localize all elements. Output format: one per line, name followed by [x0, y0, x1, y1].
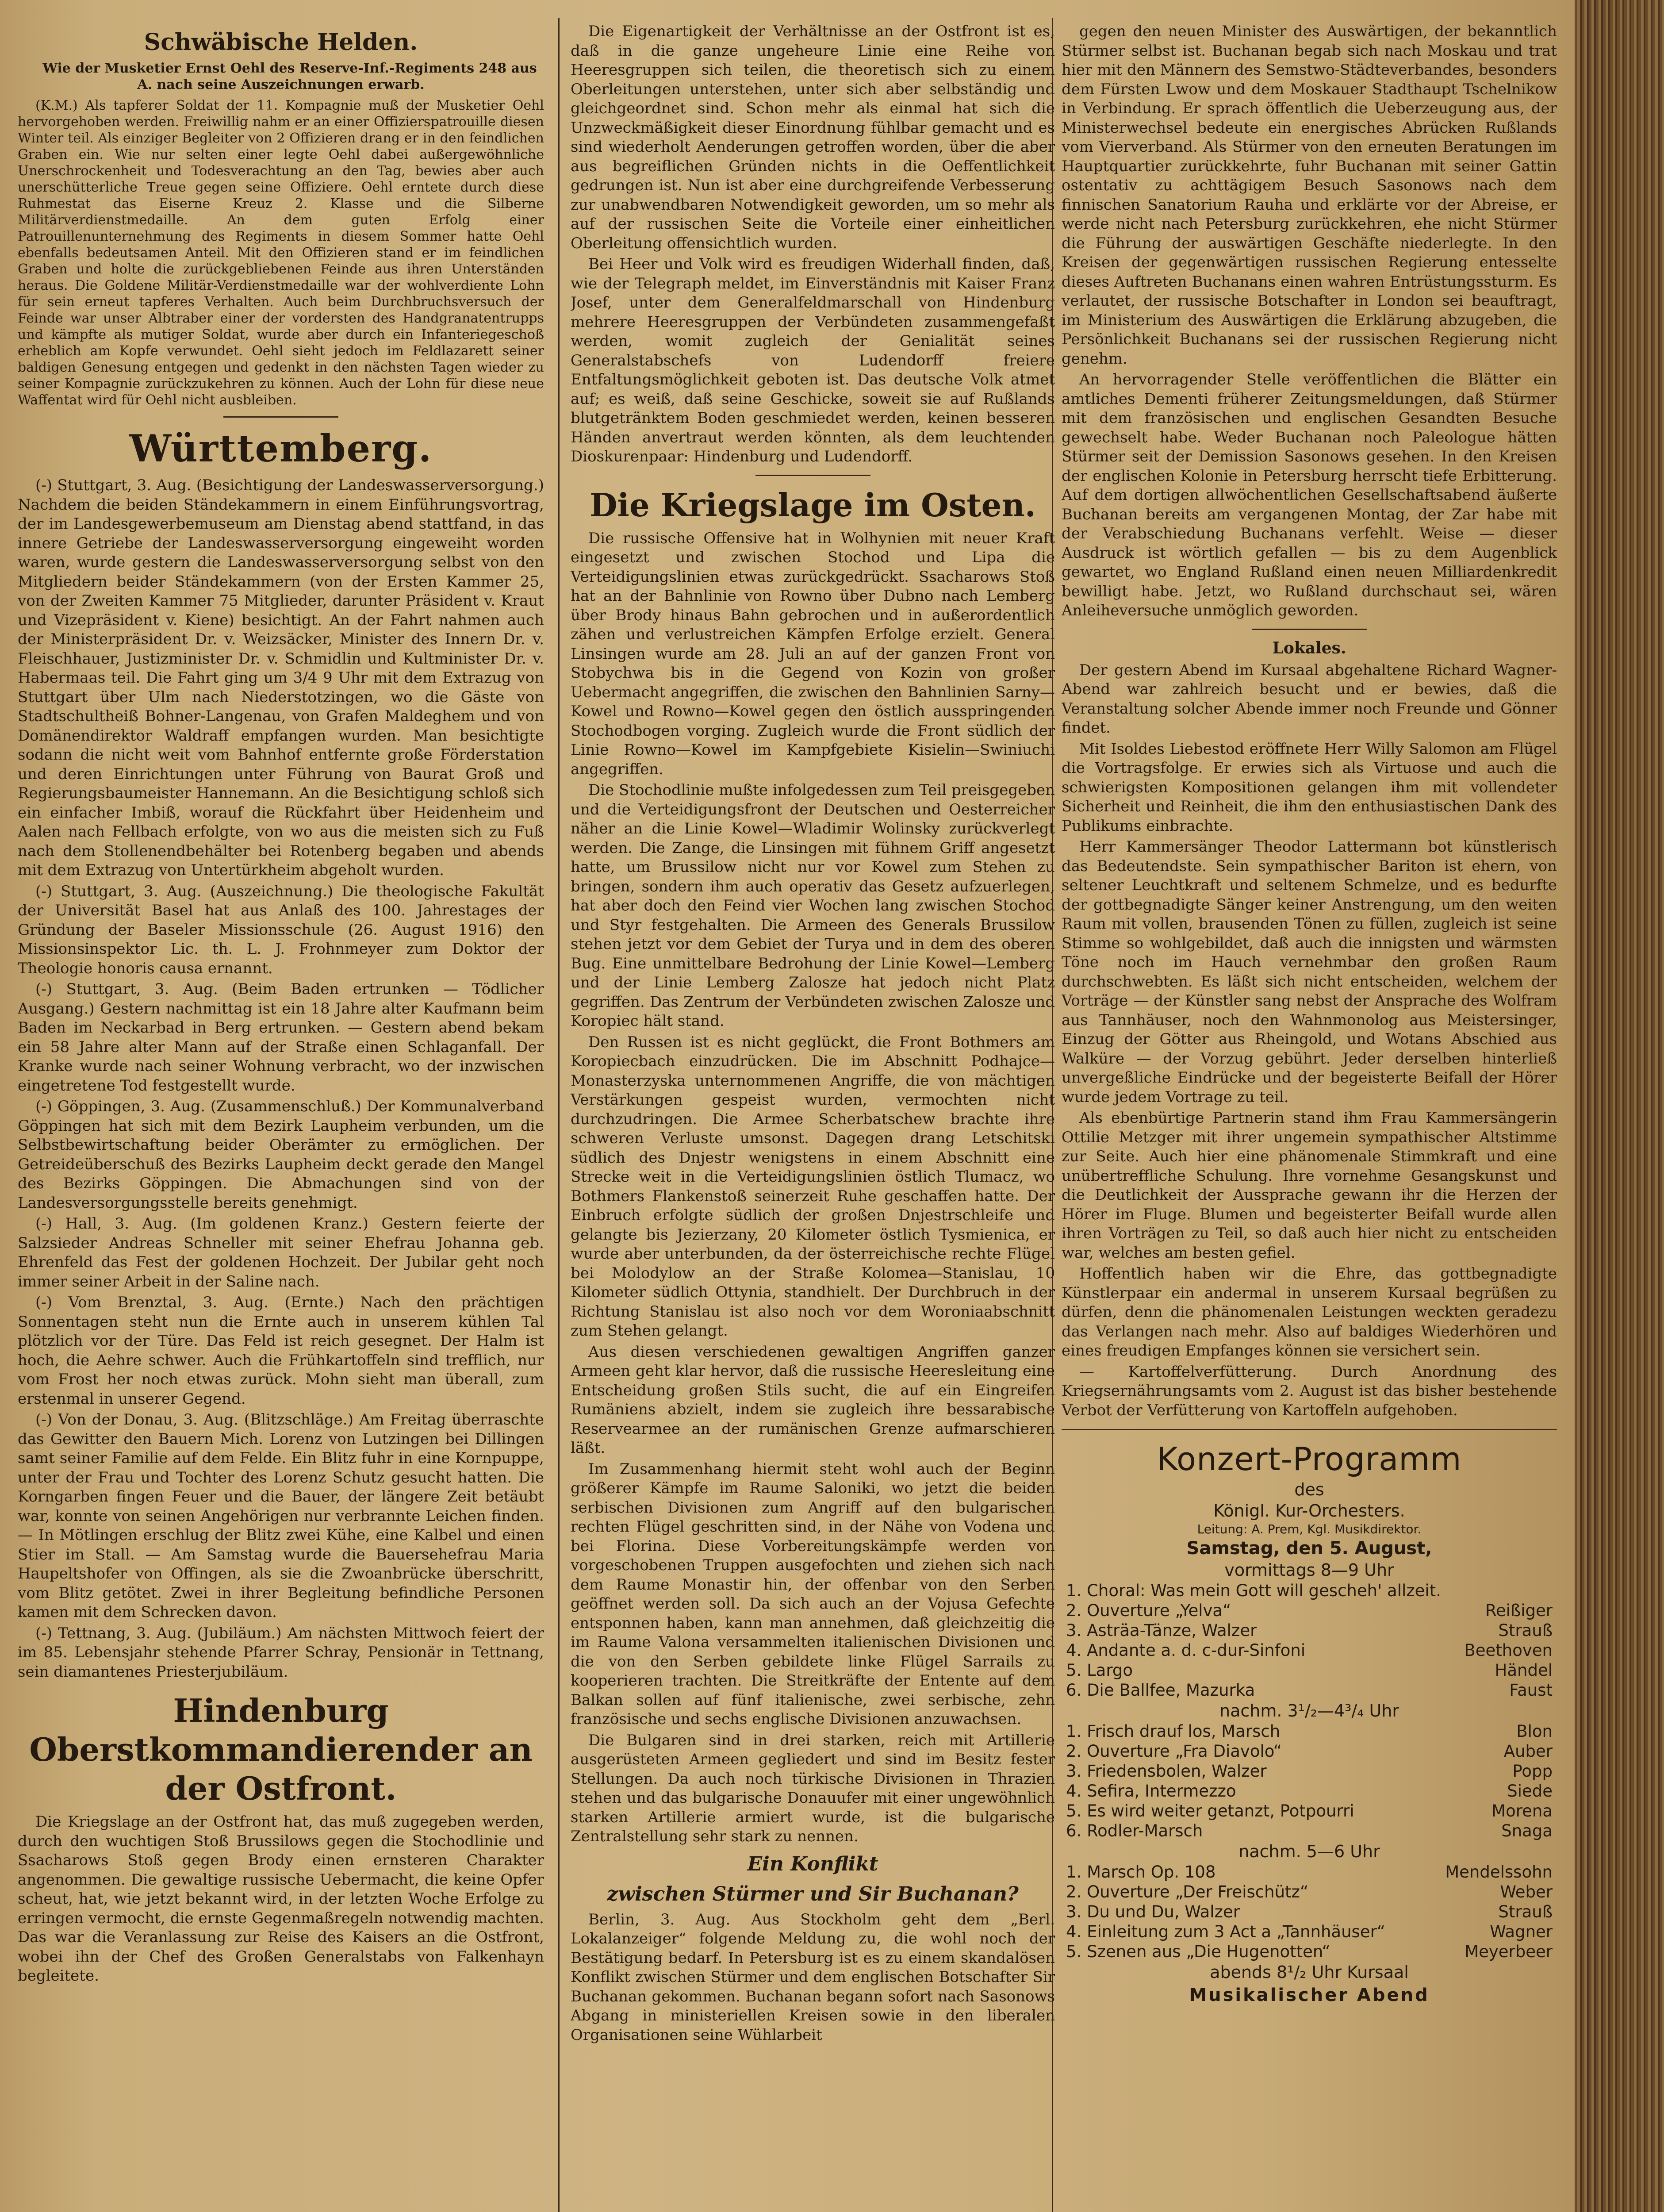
concert-time: nachm. 3¹/₂—4³/₄ Uhr [1219, 1701, 1399, 1720]
concert-title: Konzert-Programm [1157, 1440, 1462, 1478]
program-item [1066, 1922, 1553, 1942]
article-paragraph: Mit Isoldes Liebestod eröffnete Herr Willy Salomon am Flügel die Vortragsfolge. Er erwies sich als Virtuose und auch die schwierigsten Kompositionen gelangen ihm mit vollendeter Sicherheit und Reinheit, die ihm den enthusiastischen Dank des Publikums einbrachte. [1062, 740, 1557, 835]
divider [1252, 629, 1367, 630]
program-item-composer: Blon [1516, 1722, 1553, 1741]
program-list [1062, 1862, 1557, 1962]
article-paragraph: (-) Göppingen, 3. Aug. (Zusammenschluß.) Der Kommunalverband Göppingen hat sich mit dem Bezirk Laupheim verbunden, um die Selbstbewirtschaftung beider Oberämter zu ermöglichen. Der Getreideüberschuß des Bezirks Laupheim deckt gerade den Mangel des Bezirks Göppingen. Die Abmachungen sind von der Landesversorgungsstelle bereits genehmigt. [18, 1098, 544, 1212]
program-item-title: 1. Marsch Op. 108 [1066, 1863, 1216, 1882]
article-subheading: zwischen Stürmer und Sir Buchanan? [607, 1882, 1019, 1905]
program-item [1066, 1821, 1553, 1841]
program-item-composer: Snaga [1501, 1821, 1553, 1840]
article-paragraph: gegen den neuen Minister des Auswärtigen, der bekanntlich Stürmer selbst ist. Buchanan begab sich nach Moskau und trat hier mit den Männern des Semstwo-Städteverbandes, besonders dem Fürsten Lwow und dem Moskauer Stadthaupt Tschelnikow in Verbindung. Er sprach öffentlich die Ueberzeugung aus, der Ministerwechsel bedeute ein energisches Abrücken Rußlands vom Vierverband. Als Stürmer von den erneuten Beratungen im Hauptquartier zurückkehrte, fuhr Buchanan mit seiner Gattin ostentativ zu achttägigem Besuch Sasonows nach dem finnischen Sanatorium Rauha und erklärte vor der Abreise, er werde nicht nach Petersburg zurückkehren, ehe nicht Stürmer die Führung der auswärtigen Geschäfte niederlegte. In den Kreisen der gegenwärtigen russischen Regierung entesselte dieses Auftreten Buchanans einen wahren Entrüstungssturm. Es verlautet, der russische Botschafter in London sei beauftragt, im Ministerium des Auswärtigen die Erklärung abzugeben, die Persönlichkeit Buchanans sei der russischen Regierung nicht genehm. [1062, 23, 1557, 368]
article-paragraph: Der gestern Abend im Kursaal abgehaltene Richard Wagner-Abend war zahlreich besucht und er bewies, daß die Veranstaltung solcher Abende immer noch Freunde und Gönner findet. [1062, 661, 1557, 737]
program-item-composer: Faust [1509, 1681, 1553, 1700]
program-item-title: 4. Sefira, Intermezzo [1066, 1782, 1236, 1801]
program-item-title: 3. Du und Du, Walzer [1066, 1902, 1240, 1921]
program-item [1066, 1721, 1553, 1741]
program-item [1066, 1882, 1553, 1902]
program-item [1066, 1621, 1553, 1640]
article-paragraph: Aus diesen verschiedenen gewaltigen Angriffen ganzer Armeen geht klar hervor, daß die russische Heeresleitung eine Entscheidung großen Stils sucht, die auf ein Eingreifen Rumäniens abzielt, indem sie zugleich ihre bessarabische Reservearmee an der rumänischen Grenze aufmarschieren läßt. [571, 1343, 1055, 1457]
article-paragraph: Hoffentlich haben wir die Ehre, das gottbegnadigte Künstlerpaar ein andermal in unserem Kursaal begrüßen zu dürfen, denn die phänomenalen Leistungen weckten geradezu das Verlangen nach mehr. Also auf baldiges Wiederhören und eines freudigen Empfanges können sie versichert sein. [1062, 1265, 1557, 1359]
program-item [1066, 1942, 1553, 1962]
program-item [1066, 1801, 1553, 1821]
column-rule [558, 18, 560, 2212]
program-item-composer: Siede [1507, 1782, 1553, 1801]
program-item-composer: Strauß [1498, 1902, 1553, 1921]
program-item-composer: Beethoven [1464, 1641, 1553, 1660]
article-paragraph: (-) Stuttgart, 3. Aug. (Besichtigung der Landeswasserversorgung.) Nachdem die beiden Ständekammern in einem Einführungsvortrag, der im Landesgewerbemuseum am Dienstag abend stattfand, in das innere Getriebe der Landeswasserversorgung eingeweiht worden waren, wurde gestern die Landeswasserversorgung selbst von den Mitgliedern beider Ständekammern (von der Ersten Kammer 25, von der Zweiten Kammer 75 Mitglieder, darunter Präsident v. Kraut und Vizepräsident v. Kiene) besichtigt. An der Fahrt nahmen auch der Ministerpräsident Dr. v. Weizsäcker, Minister des Innern Dr. v. Fleischhauer, Justizminister Dr. v. Schmidlin und Kultminister Dr. v. Habermaas teil. Die Fahrt ging um 3/4 9 Uhr mit dem Extrazug von Stuttgart über Ulm nach Niederstotzingen, wo die Gäste von Stadtschultheiß Bohner-Langenau, von Grafen Maldeghem und von Domänendirektor Waldraff empfangen wurden. Man besichtigte sodann die nicht weit vom Bahnhof entfernte große Förderstation und deren Einrichtungen unter Führung von Baurat Groß und Regierungsbaumeister Hannemann. An die Besichtigung schloß sich ein einfacher Imbiß, worauf die Rückfahrt über Heidenheim und Aalen nach Fellbach erfolgte, von wo aus die meisten sich zu Fuß nach dem Stollenendbehälter bei Rotenberg begaben und abends mit dem Extrazug von Untertürkheim abgeholt wurden. [18, 476, 544, 879]
program-item-title: 1. Frisch drauf los, Marsch [1066, 1722, 1281, 1741]
article-heading: Schwäbische Helden. [144, 29, 418, 56]
article-paragraph: Im Zusammenhang hiermit steht wohl auch der Beginn größerer Kämpfe im Raume Saloniki, wo jetzt die beiden serbischen Divisionen zum Angriff auf den bulgarischen rechten Flügel geschritten sind, in der Nähe von Vodena und bei Florina. Diese Vorbereitungskämpfe werden von vorgeschobenen Truppen ausgefochten und ziehen sich nach dem Raume Monastir hin, der offenbar von den Serben geöffnet werden soll. Da sich auch an der Vojusa Gefechte entsponnen haben, kann man annehmen, daß gleichzeitig die im Raume Valona versammelten italienischen Divisionen und die von den Serben gebildete linke Flügel Sarrails zu kooperieren trachten. Die Streitkräfte der Entente auf dem Balkan sollen auf fünf italienische, zwei serbische, zehn französische und sechs englische Divisionen anzuwachsen. [571, 1460, 1055, 1728]
column-1 [18, 22, 544, 2212]
article-subheading: Wie der Musketier Ernst Oehl des Reserve-Inf.-Regiments 248 aus A. nach seine Auszeichnungen erwarb. [42, 61, 537, 92]
program-item-title: 5. Largo [1066, 1661, 1133, 1680]
program-item-title: 5. Es wird weiter getanzt, Potpourri [1066, 1801, 1354, 1820]
program-item-composer: Reißiger [1485, 1601, 1553, 1620]
article-paragraph: Die Kriegslage an der Ostfront hat, das muß zugegeben werden, durch den wuchtigen Stoß Brussilows gegen die Stochodlinie und Ssacharows Stoß gegen Brody einen ernsteren Charakter angenommen. Die gewaltige russische Uebermacht, die keine Opfer scheut, hat, wie jetzt bekannt wird, in der letzten Woche Erfolge zu erringen vermocht, die ernste Gegenmaßregeln notwendig machten. Das war die Veranlassung zur Reise des Kaisers an die Ostfront, wobei ihn der Chef des Großen Generalstabs von Falkenhayn begleitete. [18, 1813, 544, 1985]
program-item-composer: Meyerbeer [1465, 1942, 1553, 1961]
program-item [1066, 1660, 1553, 1680]
program-item-composer: Händel [1495, 1661, 1553, 1680]
program-item-title: 4. Einleitung zum 3 Act a „Tannhäuser“ [1066, 1922, 1385, 1941]
program-item-composer: Weber [1500, 1882, 1553, 1901]
article-paragraph: — Kartoffelverfütterung. Durch Anordnung des Kriegsernährungsamts vom 2. August ist das bisher bestehende Verbot der Verfütterung von Kartoffeln aufgehoben. [1062, 1363, 1557, 1419]
concert-des: des [1294, 1480, 1324, 1499]
divider [1062, 1429, 1557, 1430]
program-item-title: 5. Szenen aus „Die Hugenotten“ [1066, 1942, 1330, 1961]
concert-closing: Musikalischer Abend [1189, 1985, 1430, 2005]
article-paragraph: Als ebenbürtige Partnerin stand ihm Frau Kammersängerin Ottilie Metzger mit ihrer ungemein sympathischer Altstimme zur Seite. Auch hier eine phänomenale Stimmkraft und eine unübertreffliche Schulung. Ihre vornehme Gesangskunst und die Deutlichkeit der Aussprache gewann ihr die Herzen der Hörer im Fluge. Blumen und begeisterter Beifall wurde allen ihren Vorträgen zu Teil, so daß auch hier nicht zu entscheiden war, welches am besten gefiel. [1062, 1109, 1557, 1262]
article-heading: Hindenburg Oberstkommandierender an der Ostfront. [29, 1692, 533, 1807]
program-item [1066, 1640, 1553, 1660]
article-paragraph: (-) Von der Donau, 3. Aug. (Blitzschläge.) Am Freitag überraschte das Gewitter den Bauern Mich. Lorenz von Lutzingen bei Dillingen samt seiner Familie auf dem Felde. Ein Blitz fuhr in eine Kornpuppe, unter der Frau und Tochter des Lorenz Schutz gesucht hatten. Die Korngarben fingen Feuer und die Bauer, der längere Zeit betäubt war, konnte von seinen Angehörigen nur verbrannte Leichen finden. — In Mötlingen erschlug der Blitz zwei Kühe, eine Kalbel und einen Stier im Stall. — Am Samstag wurde die Bauersehefrau Maria Haupeltshofer von Offingen, als sie die Zwoanbrücke überschritt, vom Blitz getötet. Zwei in ihrer Begleitung befindliche Personen kamen mit dem Schrecken davon. [18, 1411, 544, 1621]
article-paragraph: (-) Tettnang, 3. Aug. (Jubiläum.) Am nächsten Mittwoch feiert der im 85. Lebensjahr stehende Pfarrer Schray, Pensionär in Tettnang, sein diamantenes Priesterjubiläum. [18, 1624, 544, 1681]
program-item [1066, 1761, 1553, 1781]
program-item-title: 4. Andante a. d. c-dur-Sinfoni [1066, 1641, 1306, 1660]
program-item-title: 6. Die Ballfee, Mazurka [1066, 1681, 1255, 1700]
divider [755, 475, 870, 476]
article-heading: Ein Konflikt [747, 1852, 878, 1875]
article-paragraph: An hervorragender Stelle veröffentlichen die Blätter ein amtliches Dementi früherer Zeitungsmeldungen, daß Stürmer mit dem französischen und englischen Gesandten Besuche gewechselt habe. Weder Buchanan noch Paleologue hätten Stürmer seit der Demission Sasonows gesehen. In den Kreisen der englischen Kolonie in Petersburg herrscht tiefe Erbitterung. Auf dem dortigen allwöchentlichen Gesellschaftsabend äußerte Buchanan bereits am vergangenen Montag, der Zar habe mit der Verabschiedung Buchanans verfehlt. Weise — dieser Ausdruck ist wörtlich gefallen — bis zu dem Augenblick gewartet, wo England Rußland einen neuen Milliardenkredit bewilligt habe. Jetzt, wo Rußland durchschaut sei, wären Anleiheversuche unmöglich geworden. [1062, 371, 1557, 619]
section-heading: Württemberg. [129, 426, 433, 470]
program-item-title: 1. Choral: Was mein Gott will gescheh' allzeit. [1066, 1581, 1441, 1600]
program-list [1062, 1721, 1557, 1841]
article-paragraph: (K.M.) Als tapferer Soldat der 11. Kompagnie muß der Musketier Oehl hervorgehoben werden. Freiwillig nahm er an einer Offizierspatrouille diesen Winter teil. Als einziger Begleiter von 2 Offizieren drang er in den feindlichen Graben ein. Wie nur selten einer legte Oehl dabei außergewöhnliche Unerschrockenheit und Todesverachtung an den Tag, bewies aber auch unerschütterliche Treue gegen seine Offiziere. Oehl erntete durch diese Ruhmestat das Eiserne Kreuz 2. Klasse und die Silberne Militärverdienstmedaille. An dem guten Erfolg einer Patrouillenunternehmung des Regiments in diesem Sommer hatte Oehl ebenfalls bedeutsamen Anteil. Mit den Offizieren stand er im feindlichen Graben und holte die zurückgebliebenen Feinde aus ihren Unterständen heraus. Die Goldene Militär-Verdienstmedaille war der wohlverdiente Lohn für sein erneut tapferes Verhalten. Auch beim Durchbruchsversuch der Feinde war unser Albtraber einer der vordersten des Handgranatentrupps und kämpfte als mutiger Soldat, wurde aber durch ein Infanteriegeschoß erheblich am Kopfe verwundet. Oehl sieht jedoch im Feldlazarett seiner baldigen Genesung entgegen und gedenkt in den nächsten Tagen wieder zu seiner Kompagnie zurückzukehren zu können. Auch der Lohn für diese neue Waffentat wird für Oehl nicht ausbleiben. [18, 98, 544, 408]
program-item-title: 2. Ouverture „Der Freischütz“ [1066, 1882, 1309, 1901]
program-item-composer: Mendelssohn [1445, 1863, 1553, 1882]
section-heading: Lokales. [1272, 638, 1346, 657]
program-item-title: 2. Ouverture „Yelva“ [1066, 1601, 1231, 1620]
program-item [1066, 1680, 1553, 1700]
article-paragraph: Berlin, 3. Aug. Aus Stockholm geht dem „Berl. Lokalanzeiger“ folgende Meldung zu, die wohl noch der Bestätigung bedarf. In Petersburg ist es zu einem skandalösen Konflikt zwischen Stürmer und dem englischen Botschafter Sir Buchanan gekommen. Buchanan begann sofort nach Sasonows Abgang in ministeriellen Kreisen sowie in den liberalen Organisationen seine Wühlarbeit [571, 1910, 1055, 2044]
program-item [1066, 1862, 1553, 1882]
concert-time: vormittags 8—9 Uhr [1224, 1560, 1394, 1580]
article-paragraph: Die Stochodlinie mußte infolgedessen zum Teil preisgegeben und die Verteidigungsfront der Deutschen und Oesterreicher näher an die Linie Kowel—Wladimir Wolinsky zurückverlegt werden. Die Zange, die Linsingen mit fühnem Griff angesetzt hatte, um Brussilow nicht nur vor Kowel zum Stehen zu bringen, sondern ihm auch operativ das Gesetz aufzuerlegen, hat aber doch den Feind vier Wochen lang zwischen Stochod und Styr festgehalten. Die Armeen des Generals Brussilow stehen jetzt vor dem Gebiet der Turya und in dem des oberen Bug. Eine unmittelbare Bedrohung der Linie Kowel—Lemberg und der Linie Lemberg Zalosze hat jedoch nicht Platz gegriffen. Das Zentrum der Verbündeten zwischen Zalosze und Koropiec hält stand. [571, 781, 1055, 1030]
program-item [1066, 1601, 1553, 1621]
article-paragraph: Den Russen ist es nicht geglückt, die Front Bothmers am Koropiecbach einzudrücken. Die im Abschnitt Podhajce—Monasterzyska unternommenen Angriffe, die von mächtigen Verstärkungen gespeist wurden, vermochten nicht durchzudringen. Die Armee Scherbatschew brachte ihre schweren Verluste umsonst. Dagegen drang Letschitski südlich des Dnjestr wenigstens in einem Abschnitt eine Strecke weit in die Verteidigungslinien östlich Tlumacz, wo Bothmers Flankenstoß seinerzeit Ruhe geschaffen hatte. Der Einbruch erfolgte südlich der großen Dnjestrschleife und gelangte bis Jezierzany, 20 Kilometer östlich Tysmienica, er wurde aber unterbunden, da der österreichische rechte Flügel bei Molodylow an der Straße Kolomea—Stanislau, 10 Kilometer südlich Ottynia, standhielt. Der Durchbruch in der Richtung Stanislau ist also noch vor dem Woroniaabschnitt zum Stehen gelangt. [571, 1033, 1055, 1340]
article-paragraph: (-) Stuttgart, 3. Aug. (Auszeichnung.) Die theologische Fakultät der Universität Basel hat aus Anlaß des 100. Jahrestages der Gründung der Baseler Missionsschule (26. August 1916) den Missionsinspektor Lic. th. L. J. Frohnmeyer zum Doktor der Theologie honoris causa ernannt. [18, 882, 544, 977]
article-paragraph: (-) Hall, 3. Aug. (Im goldenen Kranz.) Gestern feierte der Salzsieder Andreas Schneller mit seiner Ehefrau Johanna geb. Ehrenfeld das Fest der goldenen Hochzeit. Der Jubilar geht noch immer seiner Arbeit in der Saline nach. [18, 1215, 544, 1290]
divider [223, 416, 338, 418]
program-item-composer: Popp [1512, 1762, 1553, 1781]
concert-program [1062, 1439, 1557, 2008]
program-item [1066, 1581, 1553, 1601]
column-3 [1062, 22, 1557, 2212]
program-item-composer: Wagner [1490, 1922, 1553, 1941]
concert-time: nachm. 5—6 Uhr [1238, 1842, 1380, 1861]
program-item-title: 6. Rodler-Marsch [1066, 1821, 1203, 1840]
article-paragraph: Die Eigenartigkeit der Verhältnisse an der Ostfront ist es, daß in die ganze ungeheure Linie eine Reihe von Heeresgruppen sich teilen, die theoretisch sich zu einem Oberleitungen unterstehen, unter sich aber selbständig und gleichgeordnet sind. Schon mehr als einmal hat sich die Unzweckmäßigkeit dieser Einordnung fühlbar gemacht und es sind wiederholt Aenderungen getroffen worden, über die aber aus begreiflichen Gründen nichts in die Oeffentlichkeit gedrungen ist. Nun ist aber eine durchgreifende Verbesserung zur unabwendbaren Notwendigkeit geworden, um so mehr als auf der russischen Seite die Vorteile einer einheitlichen Oberleitung offensichtlich wurden. [571, 23, 1055, 252]
article-heading: Die Kriegslage im Osten. [590, 486, 1036, 524]
concert-date: Samstag, den 5. August, [1186, 1538, 1432, 1559]
article-paragraph: (-) Stuttgart, 3. Aug. (Beim Baden ertrunken — Tödlicher Ausgang.) Gestern nachmittag ist ein 18 Jahre alter Kaufmann beim Baden im Neckarbad in Berg ertrunken. — Gestern abend bekam ein 58 Jahre alter Mann auf der Straße einen Schlaganfall. Der Kranke wurde nach seiner Wohnung verbracht, wo der inzwischen eingetretene Tod festgestellt wurde. [18, 980, 544, 1094]
concert-orchestra: Königl. Kur-Orchesters. [1213, 1501, 1405, 1521]
concert-leader: Leitung: A. Prem, Kgl. Musikdirektor. [1197, 1522, 1422, 1536]
program-item-title: 3. Friedensbolen, Walzer [1066, 1762, 1267, 1781]
article-paragraph: (-) Vom Brenztal, 3. Aug. (Ernte.) Nach den prächtigen Sonnentagen steht nun die Ernte auch in unserem kühlen Tal plötzlich vor der Türe. Das Feld ist reich gesegnet. Der Halm ist hoch, die Aehre schwer. Auch die Frühkartoffeln sind trefflich, nur vom Frost her noch etwas zurück. Mohn sieht man überall, zum erstenmal in unserer Gegend. [18, 1294, 544, 1408]
book-edge [1575, 0, 1664, 2212]
program-list [1062, 1581, 1557, 1700]
article-paragraph: Bei Heer und Volk wird es freudigen Widerhall finden, daß, wie der Telegraph meldet, im Einverständnis mit Kaiser Franz Josef, unter dem Generalfeldmarschall von Hindenburg mehrere Heeresgruppen der Verbündeten zusammengefaßt werden, womit zugleich der Genialität seines Generalstabschefs von Ludendorff freiere Entfaltungsmöglichkeit geboten ist. Das deutsche Volk atmet auf; es weiß, daß seine Geschicke, soweit sie auf Rußlands blutgetränktem Boden geschmiedet werden, keinen besseren Händen anvertraut werden könnten, als dem leuchtenden Dioskurenpaar: Hindenburg und Ludendorff. [571, 255, 1055, 465]
program-item [1066, 1781, 1553, 1801]
article-paragraph: Herr Kammersänger Theodor Lattermann bot künstlerisch das Bedeutendste. Sein sympathischer Bariton ist ehern, von seltener Leuchtkraft und seltenem Schmelze, und es bedurfte der gottbegnadigte Sänger keiner Anstrengung, um den weiten Raum mit vollen, brausenden Tönen zu füllen, zugleich ist seine Stimme so wohlgebildet, daß auch die innigsten und wärmsten Töne noch im Hauch vernehmbar den großen Raum durchschwebten. Es läßt sich nicht entscheiden, welchem der Vorträge — der Künstler sang nebst der Ansprache des Wolfram aus Tannhäuser, noch den Wahnmonolog aus Meistersinger, Einzug der Götter aus Rheingold, und Wotans Abschied aus Walküre — der Vorzug gebührt. Jeder derselben hinterließ unvergeßliche Eindrücke und der begeisterte Beifall der Hörer wurde jedem Vortrage zu teil. [1062, 838, 1557, 1106]
program-item-composer: Morena [1491, 1801, 1553, 1820]
program-item [1066, 1741, 1553, 1761]
column-2 [571, 22, 1055, 2212]
article-paragraph: Die Bulgaren sind in drei starken, reich mit Artillerie ausgerüsteten Armeen gegliedert und sind im Besitz fester Stellungen. Da auch noch türkische Divisionen in Thrazien stehen und das bulgarische Donauufer mit einer ungewöhnlich starken Artillerie armiert wurde, ist die bulgarische Zentralstellung sehr stark zu nennen. [571, 1731, 1055, 1845]
concert-time: abends 8¹/₂ Uhr Kursaal [1210, 1962, 1409, 1982]
program-item-title: 2. Ouverture „Fra Diavolo“ [1066, 1742, 1282, 1761]
program-item [1066, 1902, 1553, 1922]
program-item-composer: Auber [1503, 1742, 1553, 1761]
program-item-composer: Strauß [1498, 1621, 1553, 1640]
program-item-title: 3. Asträa-Tänze, Walzer [1066, 1621, 1257, 1640]
article-paragraph: Die russische Offensive hat in Wolhynien mit neuer Kraft eingesetzt und zwischen Stochod und Lipa die Verteidigungslinien etwas zurückgedrückt. Ssacharows Stoß hat an der Bahnlinie von Rowno über Dubno nach Lemberg über Brody hinaus Bahn gebrochen und in außerordentlich zähen und verlustreichen Kämpfen Erfolge erzielt. General Linsingen wurde am 28. Juli an auf der ganzen Front von Stobychwa bis in die Gegend von Kozin von großer Uebermacht angegriffen, die zwischen den Bahnlinien Sarny—Kowel und Rowno—Kowel gegen den östlich ausspringenden Stochodbogen vorging. Zugleich wurde die Front südlich der Linie Rowno—Kowel im Kampfgebiete Kisielin—Swiniuchi angegriffen. [571, 529, 1055, 778]
